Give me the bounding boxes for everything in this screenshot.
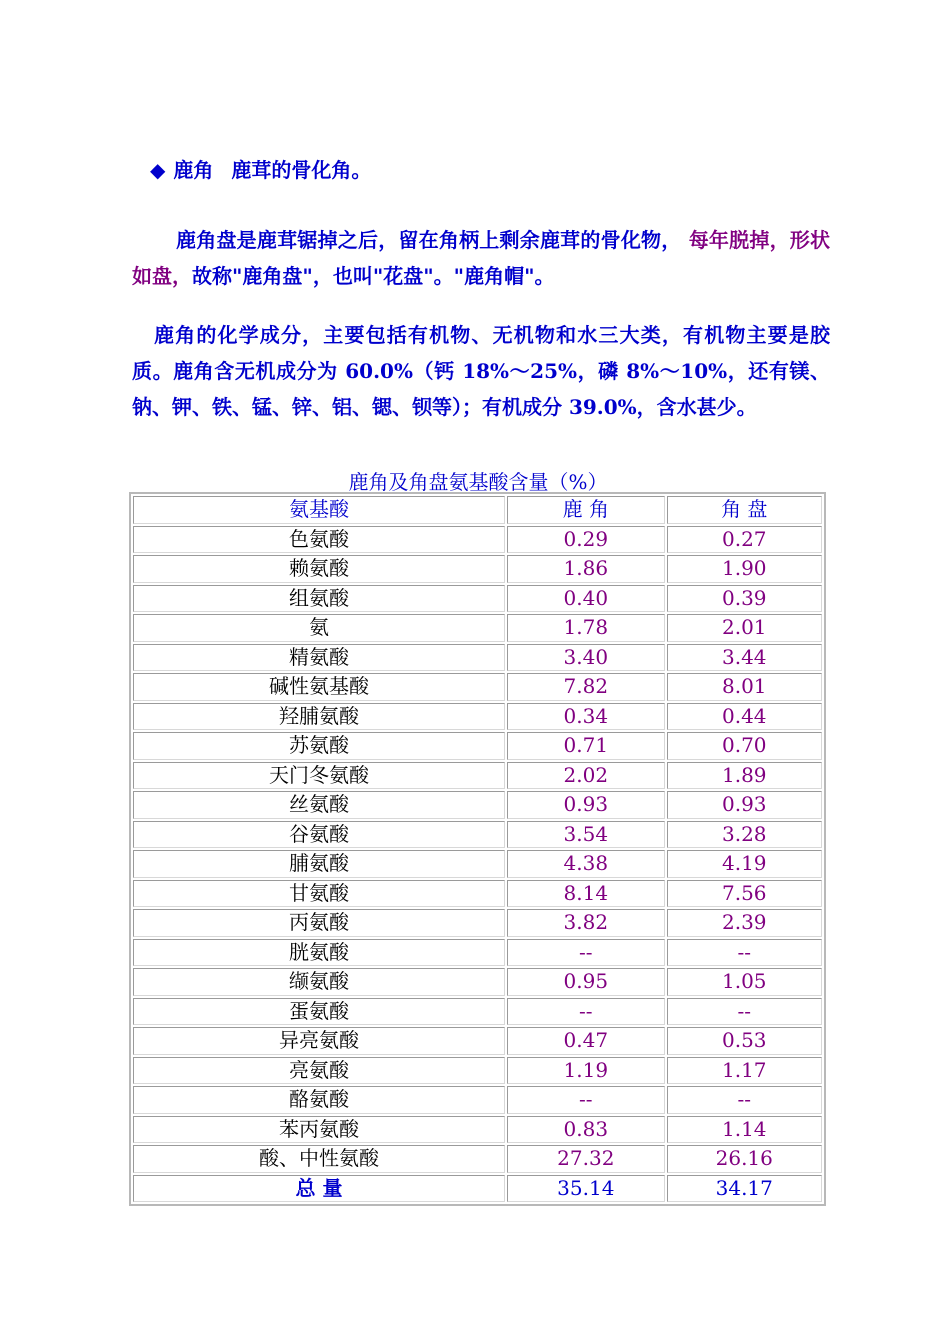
antler-value: -- bbox=[507, 939, 664, 967]
table-caption: 鹿角及角盘氨基酸含量（%） bbox=[348, 470, 608, 494]
antler-value: 1.19 bbox=[507, 1057, 664, 1085]
antler-value: -- bbox=[507, 998, 664, 1026]
table-row bbox=[133, 732, 822, 760]
plate-value: -- bbox=[667, 998, 822, 1026]
paragraph1-main: 鹿角盘是鹿茸锯掉之后，留在角柄上剩余鹿茸的骨化物， bbox=[176, 228, 682, 252]
paragraph1-tail: 故称"鹿角盘"，也叫"花盘"。"鹿角帽"。 bbox=[192, 264, 555, 288]
plate-value: 0.70 bbox=[667, 732, 822, 760]
amino-acid-name: 赖氨酸 bbox=[133, 555, 505, 583]
antler-value: 0.71 bbox=[507, 732, 664, 760]
table-row bbox=[133, 791, 822, 819]
header-plate: 角 盘 bbox=[667, 496, 822, 524]
amino-acid-name: 缬氨酸 bbox=[133, 968, 505, 996]
table-total-row bbox=[133, 1175, 822, 1203]
antler-value: 2.02 bbox=[507, 762, 664, 790]
amino-acid-name: 亮氨酸 bbox=[133, 1057, 505, 1085]
table-row bbox=[133, 998, 822, 1026]
amino-acid-name: 异亮氨酸 bbox=[133, 1027, 505, 1055]
plate-total-value: 34.17 bbox=[667, 1175, 822, 1203]
plate-value: 2.39 bbox=[667, 909, 822, 937]
table-row bbox=[133, 850, 822, 878]
table-row bbox=[133, 821, 822, 849]
amino-acid-name: 丙氨酸 bbox=[133, 909, 505, 937]
section-heading bbox=[150, 154, 371, 183]
heading-definition: 鹿茸的骨化角。 bbox=[231, 158, 372, 182]
table-row bbox=[133, 555, 822, 583]
table-row bbox=[133, 585, 822, 613]
table-row bbox=[133, 673, 822, 701]
amino-acid-name: 组氨酸 bbox=[133, 585, 505, 613]
amino-acid-name: 胱氨酸 bbox=[133, 939, 505, 967]
table-row bbox=[133, 703, 822, 731]
amino-acid-table bbox=[131, 494, 824, 1204]
plate-value: -- bbox=[667, 939, 822, 967]
amino-acid-name: 碱性氨基酸 bbox=[133, 673, 505, 701]
antler-value: 0.40 bbox=[507, 585, 664, 613]
amino-acid-name: 精氨酸 bbox=[133, 644, 505, 672]
antler-value: 7.82 bbox=[507, 673, 664, 701]
antler-value: 1.86 bbox=[507, 555, 664, 583]
antler-total-value: 35.14 bbox=[507, 1175, 664, 1203]
plate-value: 4.19 bbox=[667, 850, 822, 878]
table-row bbox=[133, 1057, 822, 1085]
table-row bbox=[133, 614, 822, 642]
amino-acid-name: 氨 bbox=[133, 614, 505, 642]
antler-value: 0.29 bbox=[507, 526, 664, 554]
amino-acid-name: 酪氨酸 bbox=[133, 1086, 505, 1114]
amino-acid-name: 色氨酸 bbox=[133, 526, 505, 554]
amino-acid-name: 苯丙氨酸 bbox=[133, 1116, 505, 1144]
paragraph-antler-plate bbox=[132, 222, 830, 294]
antler-value: 3.82 bbox=[507, 909, 664, 937]
plate-value: 1.05 bbox=[667, 968, 822, 996]
plate-value: 7.56 bbox=[667, 880, 822, 908]
antler-value: 27.32 bbox=[507, 1145, 664, 1173]
table-row bbox=[133, 909, 822, 937]
plate-value: 0.93 bbox=[667, 791, 822, 819]
antler-value: 1.78 bbox=[507, 614, 664, 642]
plate-value: 0.44 bbox=[667, 703, 822, 731]
table-row bbox=[133, 939, 822, 967]
amino-acid-table-body bbox=[133, 496, 822, 1202]
table-header-row bbox=[133, 496, 822, 524]
antler-value: -- bbox=[507, 1086, 664, 1114]
amino-acid-name: 酸、中性氨酸 bbox=[133, 1145, 505, 1173]
table-row bbox=[133, 1086, 822, 1114]
plate-value: -- bbox=[667, 1086, 822, 1114]
plate-value: 1.17 bbox=[667, 1057, 822, 1085]
table-row bbox=[133, 762, 822, 790]
plate-value: 0.39 bbox=[667, 585, 822, 613]
header-amino-acid: 氨基酸 bbox=[133, 496, 505, 524]
table-row bbox=[133, 526, 822, 554]
paragraph1-highlight: 每年脱掉，形状如盘， bbox=[132, 228, 831, 288]
plate-value: 1.89 bbox=[667, 762, 822, 790]
plate-value: 0.53 bbox=[667, 1027, 822, 1055]
plate-value: 3.44 bbox=[667, 644, 822, 672]
table-row bbox=[133, 968, 822, 996]
amino-acid-name: 苏氨酸 bbox=[133, 732, 505, 760]
plate-value: 1.90 bbox=[667, 555, 822, 583]
total-label: 总 量 bbox=[133, 1175, 505, 1203]
diamond-bullet-icon: ◆ bbox=[150, 158, 166, 182]
antler-value: 0.93 bbox=[507, 791, 664, 819]
table-row bbox=[133, 1027, 822, 1055]
amino-acid-name: 甘氨酸 bbox=[133, 880, 505, 908]
amino-acid-name: 丝氨酸 bbox=[133, 791, 505, 819]
antler-value: 0.47 bbox=[507, 1027, 664, 1055]
table-row bbox=[133, 880, 822, 908]
antler-value: 3.40 bbox=[507, 644, 664, 672]
table-row bbox=[133, 644, 822, 672]
amino-acid-name: 蛋氨酸 bbox=[133, 998, 505, 1026]
amino-acid-name: 羟脯氨酸 bbox=[133, 703, 505, 731]
antler-value: 8.14 bbox=[507, 880, 664, 908]
plate-value: 26.16 bbox=[667, 1145, 822, 1173]
plate-value: 1.14 bbox=[667, 1116, 822, 1144]
plate-value: 0.27 bbox=[667, 526, 822, 554]
header-antler: 鹿 角 bbox=[507, 496, 664, 524]
plate-value: 3.28 bbox=[667, 821, 822, 849]
plate-value: 8.01 bbox=[667, 673, 822, 701]
antler-value: 0.83 bbox=[507, 1116, 664, 1144]
plate-value: 2.01 bbox=[667, 614, 822, 642]
table-row bbox=[133, 1145, 822, 1173]
antler-value: 3.54 bbox=[507, 821, 664, 849]
amino-acid-name: 脯氨酸 bbox=[133, 850, 505, 878]
paragraph-chemical-composition: 鹿角的化学成分，主要包括有机物、无机物和水三大类，有机物主要是胶质。鹿角含无机成分为 60.0%（钙 18%～25%，磷 8%～10%，还有镁、钠、钾、铁、锰、锌、铝、锶、钡等）；有机成分 39.0%，含水甚少。 bbox=[132, 323, 830, 419]
heading-term: 鹿角 bbox=[173, 158, 214, 182]
table-row bbox=[133, 1116, 822, 1144]
amino-acid-name: 天门冬氨酸 bbox=[133, 762, 505, 790]
antler-value: 0.95 bbox=[507, 968, 664, 996]
amino-acid-table-frame bbox=[129, 492, 826, 1206]
antler-value: 4.38 bbox=[507, 850, 664, 878]
amino-acid-name: 谷氨酸 bbox=[133, 821, 505, 849]
antler-value: 0.34 bbox=[507, 703, 664, 731]
